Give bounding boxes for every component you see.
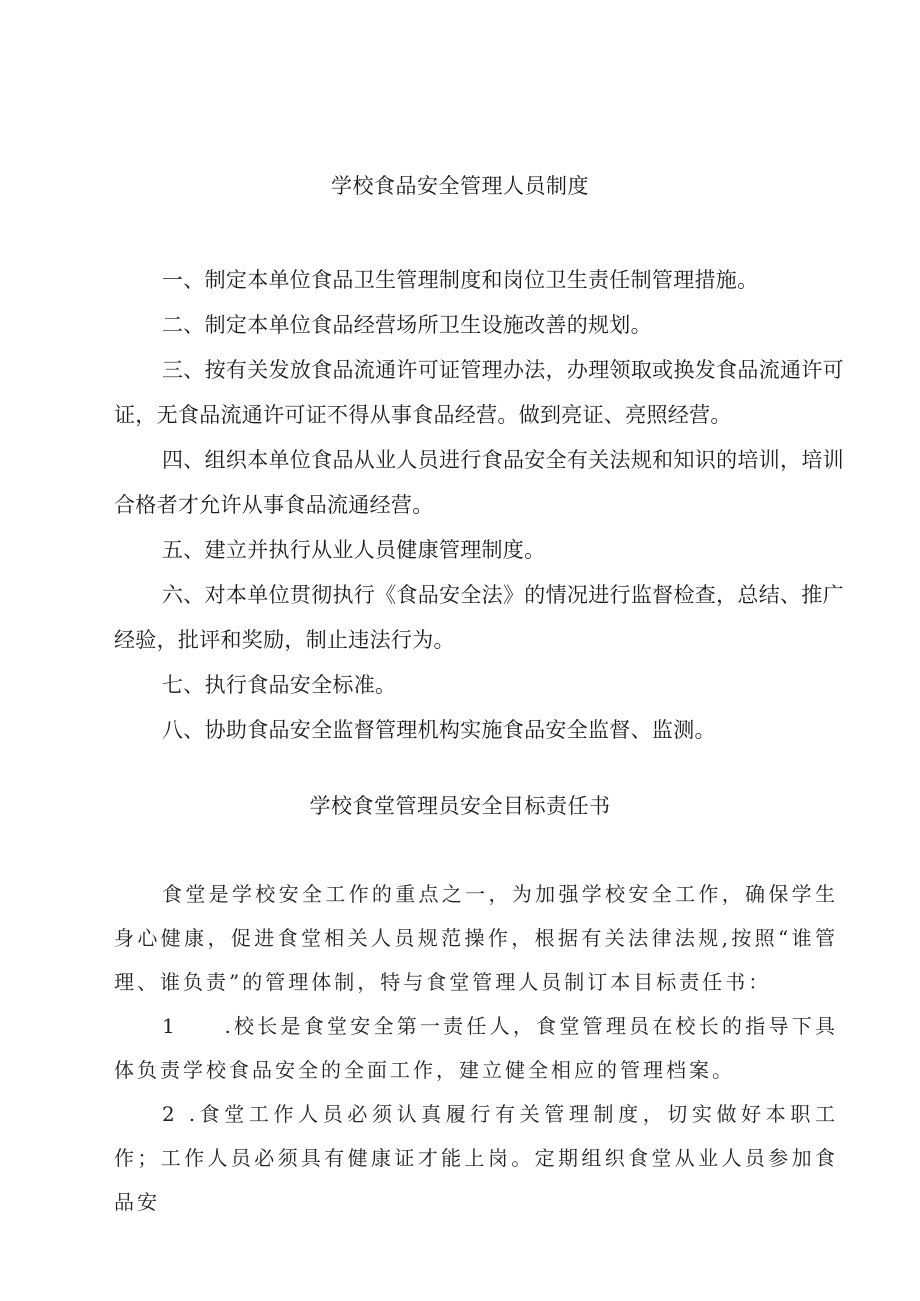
- document-title-canteen-responsibility: 学校食堂管理员安全目标责任书: [309, 794, 611, 818]
- document-title-food-safety-system: 学校食品安全管理人员制度: [331, 174, 589, 198]
- responsibility-paragraph-1: 1 .校长是食堂安全第一责任人，食堂管理员在校长的指导下具体负责学校食品安全的全面工作，建立健全相应的管理档案。: [114, 1014, 838, 1082]
- regulation-item-4: 四、组织本单位食品从业人员进行食品安全有关法规和知识的培训，培训合格者才允许从事食品流通经营。: [114, 448, 844, 517]
- regulation-item-3: 三、按有关发放食品流通许可证管理办法，办理领取或换发食品流通许可证，无食品流通许可证不得从事食品经营。做到亮证、亮照经营。: [114, 358, 844, 427]
- regulation-item-6: 六、对本单位贯彻执行《食品安全法》的情况进行监督检查，总结、推广经验，批评和奖励，制止违法行为。: [114, 583, 844, 652]
- responsibility-paragraph-2: 2 .食堂工作人员必须认真履行有关管理制度，切实做好本职工作；工作人员必须具有健康证才能上岗。定期组织食堂从业人员参加食品安: [114, 1102, 838, 1214]
- regulation-item-1: 一、制定本单位食品卫生管理制度和岗位卫生责任制管理措施。: [162, 268, 759, 292]
- regulation-item-2: 二、制定本单位食品经营场所卫生设施改善的规划。: [162, 313, 652, 337]
- food-safety-regulations-list: [114, 258, 844, 753]
- responsibility-letter-body: [114, 872, 838, 1224]
- regulation-item-7: 七、执行食品安全标准。: [162, 673, 397, 697]
- regulation-item-8: 八、协助食品安全监督管理机构实施食品安全监督、监测。: [162, 718, 716, 742]
- regulation-item-5: 五、建立并执行从业人员健康管理制度。: [162, 538, 546, 562]
- responsibility-paragraph-intro: 食堂是学校安全工作的重点之一，为加强学校安全工作，确保学生身心健康，促进食堂相关人员规范操作，根据有关法律法规,按照“谁管理、谁负责”的管理体制，特与食堂管理人员制订本目标责任书：: [114, 882, 838, 994]
